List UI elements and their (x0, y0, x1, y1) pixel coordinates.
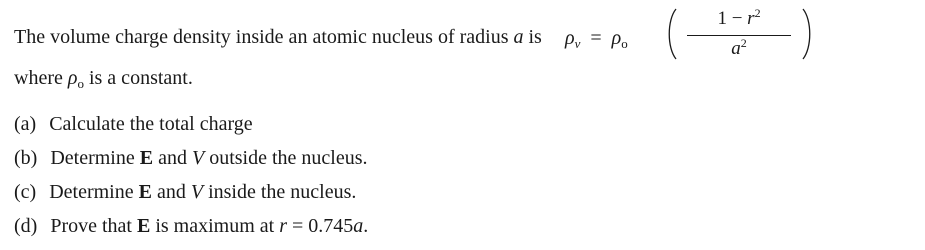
part-a-text: Calculate the total charge (49, 113, 253, 135)
left-paren-icon (665, 8, 679, 60)
where-word: where (14, 67, 63, 89)
is-word: is (528, 26, 542, 48)
part-b-potential: V (191, 147, 205, 169)
part-a-label: (a) (14, 113, 37, 135)
part-d-value: 0.745 (308, 215, 354, 237)
fraction-bar (687, 35, 791, 36)
rho-zero-symbol-line2: ρ (67, 67, 78, 89)
part-c-pre: Determine (49, 181, 134, 203)
part-d-label: (d) (14, 215, 38, 237)
denominator-a: a (731, 38, 741, 59)
intro-text: The volume charge density inside an atomic nucleus of radius (14, 26, 509, 48)
part-d (14, 214, 368, 238)
radius-variable: a (513, 26, 524, 48)
part-d-eq: = (292, 215, 304, 237)
numerator-one: 1 (717, 8, 727, 29)
part-d-mid: is maximum at (155, 215, 275, 237)
right-paren-icon (800, 8, 814, 60)
part-c-potential: V (190, 181, 204, 203)
denominator-exponent: 2 (740, 36, 747, 50)
rho-zero-symbol: ρ (611, 27, 622, 49)
part-d-end: . (363, 215, 369, 237)
problem-statement-line-2 (14, 66, 193, 90)
fraction-numerator (683, 8, 795, 30)
rho-subscript-o: o (621, 36, 628, 51)
numerator-exponent: 2 (754, 6, 761, 20)
part-b-label: (b) (14, 147, 38, 169)
part-d-e-field: E (136, 215, 151, 237)
part-b-e-field: E (139, 147, 154, 169)
formula-lhs (565, 27, 628, 50)
part-b-and: and (158, 147, 187, 169)
problem-statement-line-1 (14, 25, 542, 49)
rho-subscript-o-line2: o (77, 76, 84, 91)
constant-text: is a constant. (88, 67, 193, 89)
part-b-pre: Determine (50, 147, 135, 169)
part-c-and: and (156, 181, 186, 203)
minus-sign: − (731, 8, 743, 29)
part-d-a: a (353, 215, 364, 237)
part-c-e-field: E (138, 181, 152, 203)
part-d-r: r (279, 215, 288, 237)
part-c-label: (c) (14, 181, 37, 203)
fraction (683, 8, 795, 64)
part-c (14, 180, 356, 204)
part-b (14, 146, 368, 170)
rho-symbol: ρ (565, 27, 575, 49)
part-b-post: outside the nucleus. (209, 147, 368, 169)
part-c-post: inside the nucleus. (208, 181, 357, 203)
fraction-denominator (683, 38, 795, 60)
rho-subscript-v: v (574, 36, 581, 51)
numerator-r: r (747, 8, 755, 29)
equals-sign: = (590, 27, 602, 49)
part-a (14, 112, 253, 136)
part-d-pre: Prove that (50, 215, 132, 237)
